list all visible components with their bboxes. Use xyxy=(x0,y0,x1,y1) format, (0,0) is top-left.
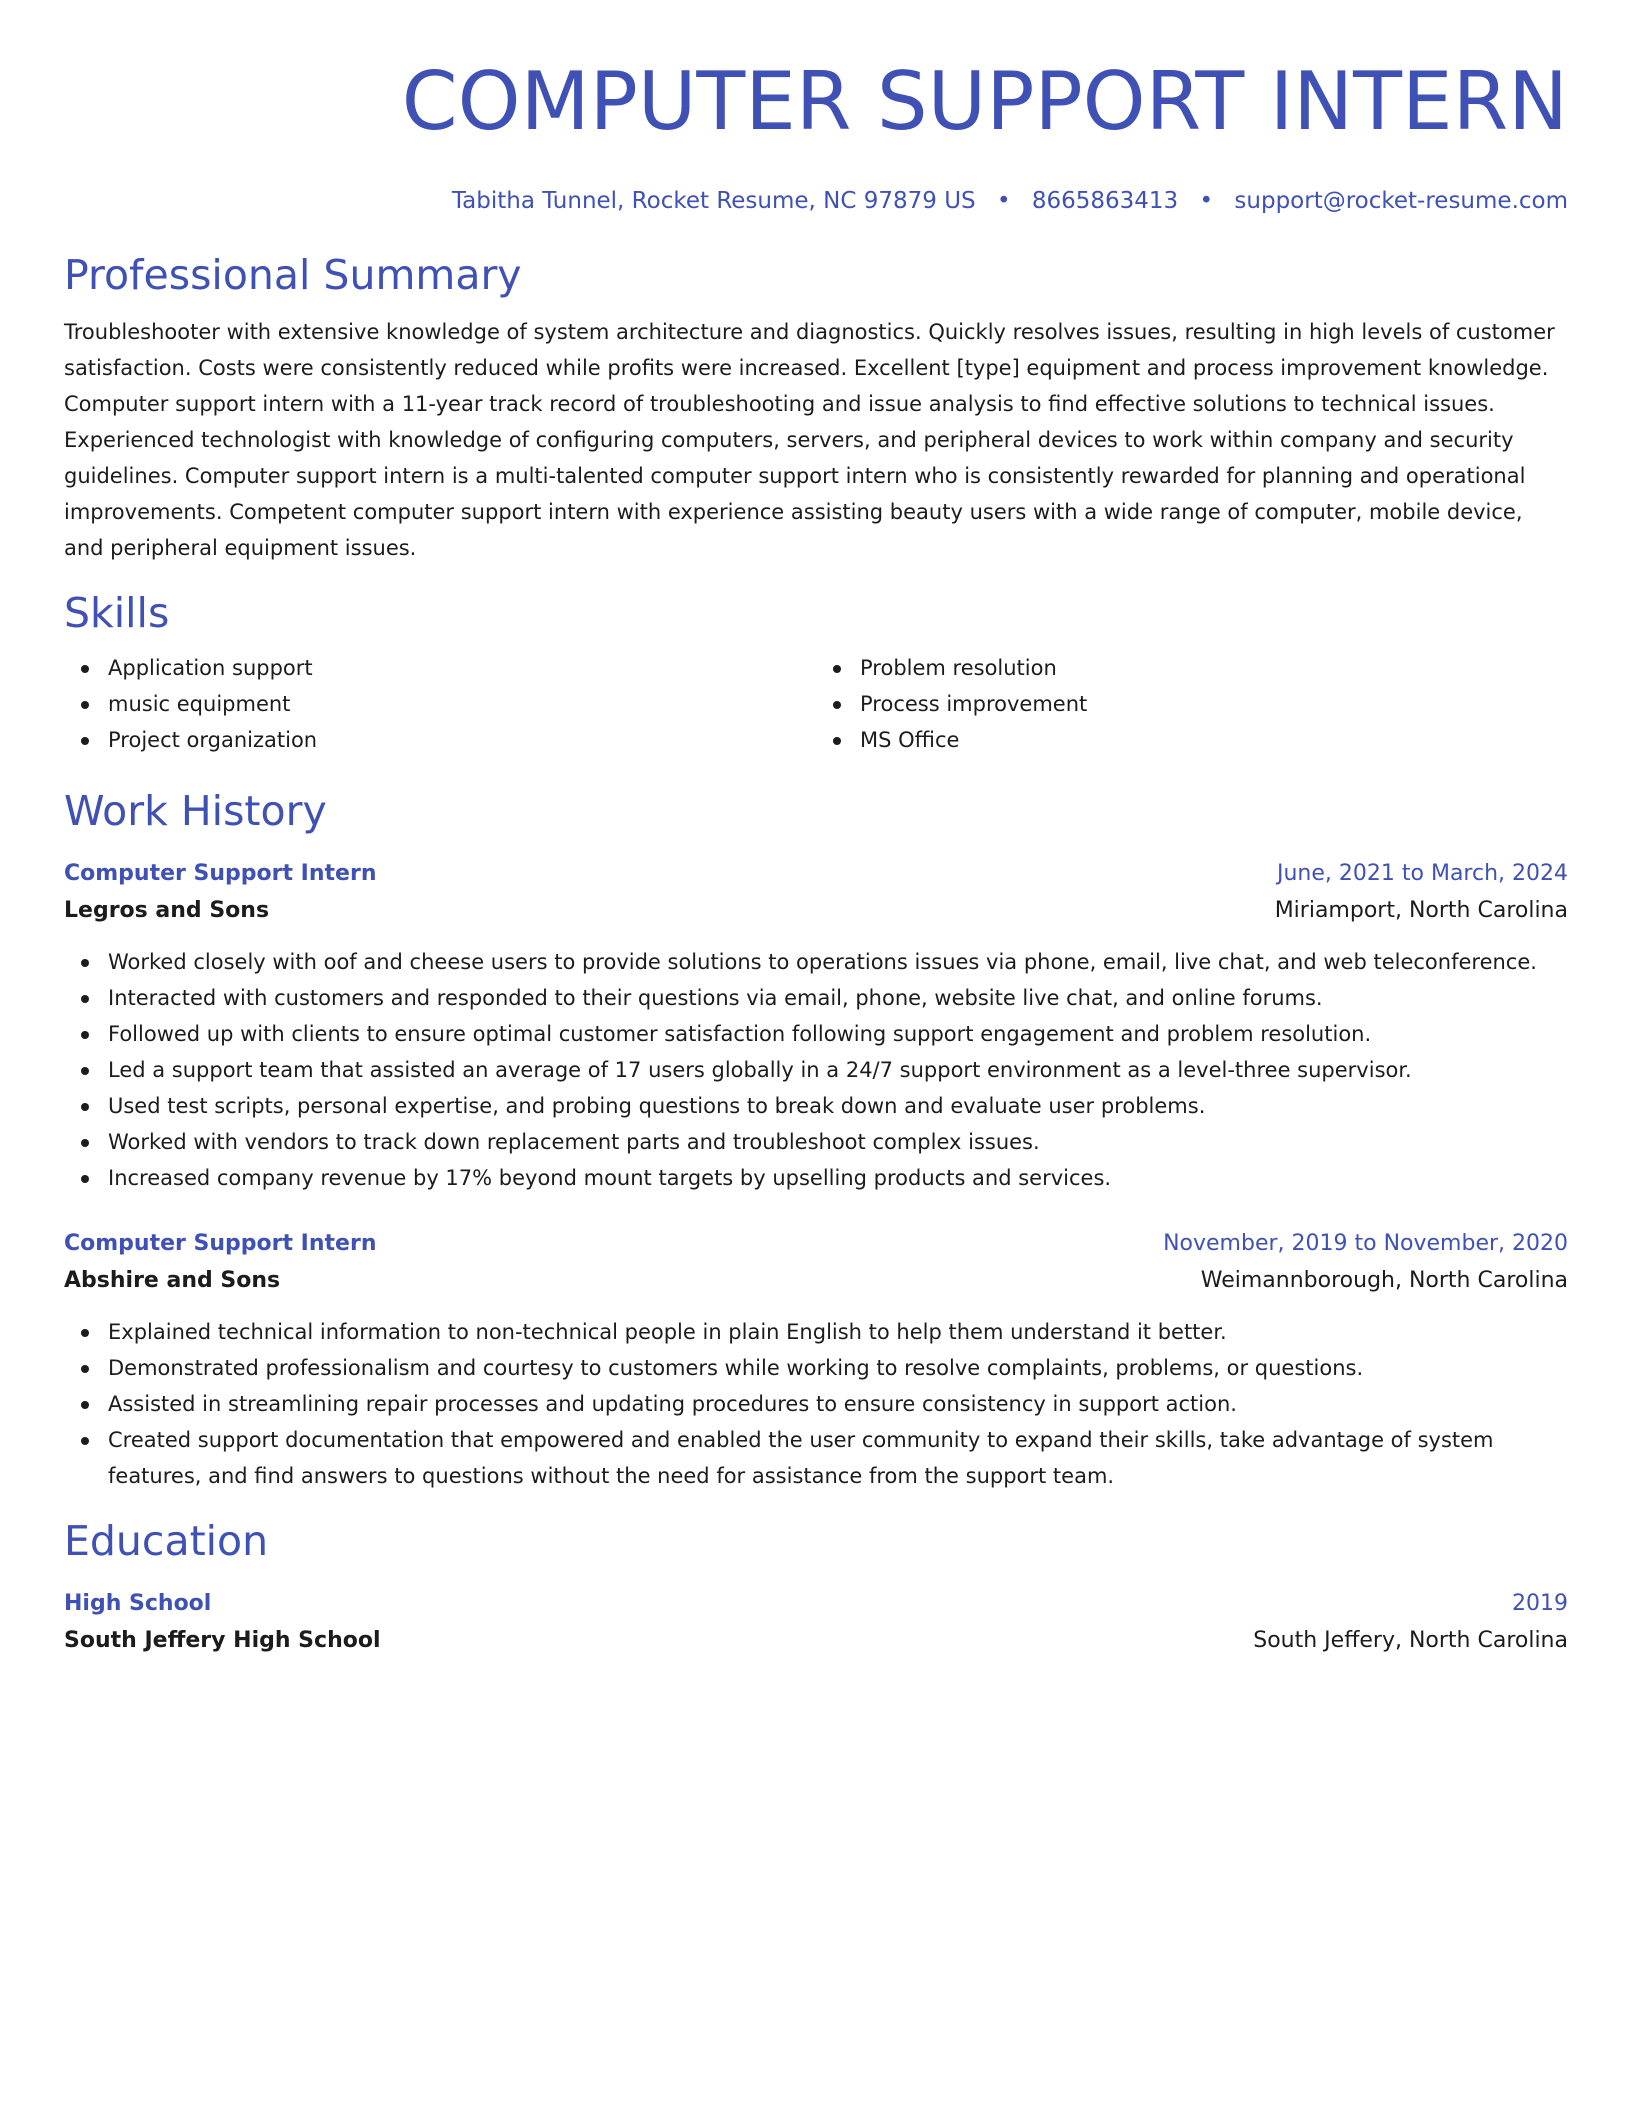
job-employer: Legros and Sons xyxy=(64,898,270,923)
job-bullet: Worked closely with oof and cheese users to provide solutions to operations issues via phone, email, live chat, and web teleconference. xyxy=(64,944,1568,980)
job-header xyxy=(64,1226,1568,1262)
education-entry xyxy=(64,1586,1568,1660)
job-entry xyxy=(64,856,1568,1196)
skill-item: music equipment xyxy=(64,686,816,722)
job-bullet: Created support documentation that empowered and enabled the user community to expand their skills, take advantage of system features, and find answers to questions without the need for assistance from the support team. xyxy=(64,1422,1568,1494)
job-title: Computer Support Intern xyxy=(64,1231,377,1256)
education-school: South Jeffery High School xyxy=(64,1628,381,1653)
job-bullets xyxy=(64,944,1568,1196)
resume-title: COMPUTER SUPPORT INTERN xyxy=(401,55,1568,148)
contact-email: support@rocket-resume.com xyxy=(1234,188,1568,214)
section-title-work-history: Work History xyxy=(64,787,327,835)
job-title: Computer Support Intern xyxy=(64,861,377,886)
education-header xyxy=(64,1586,1568,1622)
job-entry xyxy=(64,1226,1568,1494)
job-bullet: Explained technical information to non-technical people in plain English to help them understand it better. xyxy=(64,1314,1568,1350)
job-subheader xyxy=(64,1262,1568,1300)
skills-column-right xyxy=(816,650,1568,758)
job-bullets xyxy=(64,1314,1568,1494)
skill-item: Problem resolution xyxy=(816,650,1568,686)
job-bullet: Followed up with clients to ensure optimal customer satisfaction following support engagement and problem resolution. xyxy=(64,1016,1568,1052)
job-bullet: Interacted with customers and responded to their questions via email, phone, website live chat, and online forums. xyxy=(64,980,1568,1016)
contact-line xyxy=(64,186,1568,216)
section-title-education: Education xyxy=(64,1517,269,1565)
skill-item: MS Office xyxy=(816,722,1568,758)
contact-separator: • xyxy=(1199,188,1214,214)
skill-item: Application support xyxy=(64,650,816,686)
section-title-summary: Professional Summary xyxy=(64,251,522,299)
contact-address: Tabitha Tunnel, Rocket Resume, NC 97879 US xyxy=(451,188,976,214)
skill-item: Project organization xyxy=(64,722,816,758)
job-bullet: Assisted in streamlining repair processes and updating procedures to ensure consistency in support action. xyxy=(64,1386,1568,1422)
job-header xyxy=(64,856,1568,892)
job-subheader xyxy=(64,892,1568,930)
education-year: 2019 xyxy=(1512,1591,1568,1616)
education-degree: High School xyxy=(64,1591,212,1616)
contact-phone: 8665863413 xyxy=(1031,188,1179,214)
job-bullet: Demonstrated professionalism and courtesy to customers while working to resolve complaints, problems, or questions. xyxy=(64,1350,1568,1386)
job-dates: November, 2019 to November, 2020 xyxy=(1163,1231,1568,1256)
skills-column-left xyxy=(64,650,816,758)
education-subheader xyxy=(64,1622,1568,1660)
job-employer: Abshire and Sons xyxy=(64,1268,281,1293)
education-location: South Jeffery, North Carolina xyxy=(1253,1628,1568,1653)
skill-item: Process improvement xyxy=(816,686,1568,722)
contact-separator: • xyxy=(996,188,1011,214)
job-dates: June, 2021 to March, 2024 xyxy=(1277,861,1568,886)
skills-list xyxy=(64,650,1568,758)
job-location: Weimannborough, North Carolina xyxy=(1200,1268,1568,1293)
summary-text: Troubleshooter with extensive knowledge of system architecture and diagnostics. Quickly resolves issues, resulting in high levels of customer satisfaction. Costs were consistently reduced while profits were increased. Excellent [type] equipment and process improvement knowledge. Computer support intern with a 11-year track record of troubleshooting and issue analysis to find effective solutions to technical issues. Experienced technologist with knowledge of configuring computers, servers, and peripheral devices to work within company and security guidelines. Computer support intern is a multi-talented computer support intern who is consistently rewarded for planning and operational improvements. Competent computer support intern with experience assisting beauty users with a wide range of computer, mobile device, and peripheral equipment issues. xyxy=(64,320,1555,560)
job-location: Miriamport, North Carolina xyxy=(1274,898,1568,923)
job-bullet: Used test scripts, personal expertise, and probing questions to break down and evaluate user problems. xyxy=(64,1088,1568,1124)
job-bullet: Led a support team that assisted an average of 17 users globally in a 24/7 support environment as a level-three supervisor. xyxy=(64,1052,1568,1088)
job-bullet: Worked with vendors to track down replacement parts and troubleshoot complex issues. xyxy=(64,1124,1568,1160)
job-bullet: Increased company revenue by 17% beyond mount targets by upselling products and services. xyxy=(64,1160,1568,1196)
section-title-skills: Skills xyxy=(64,589,170,637)
